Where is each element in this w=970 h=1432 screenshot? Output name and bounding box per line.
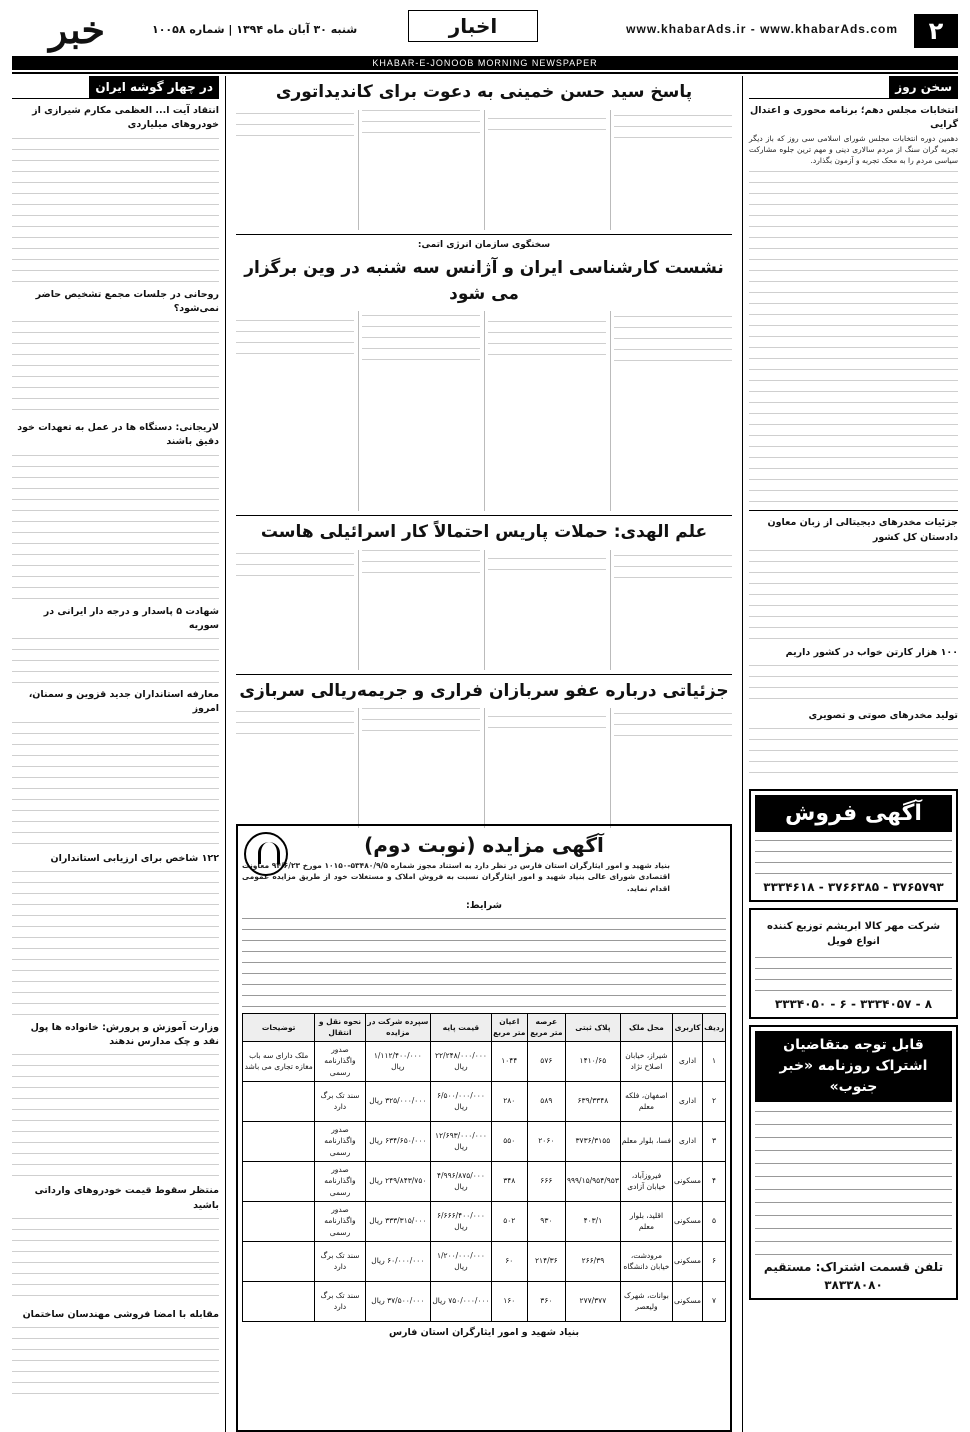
auction-cell: اداری [673,1041,703,1081]
foil-ad [749,908,958,1019]
story-audio-drugs-subhead: تولید مخدرهای صوتی و تصویری [808,710,958,721]
auction-cell: صدور واگذارنامه رسمی [315,1041,365,1081]
auction-cell: اداری [673,1081,703,1121]
auction-row [243,1281,726,1321]
story-homeless-body [749,660,958,704]
story-homeless-subhead: ۱۰۰ هزار کارتن خواب در کشور داریم [785,646,958,658]
auction-cell: اداری [673,1121,703,1161]
newspaper-logo: خبر [49,7,105,52]
auction-cell: ۶۰ [491,1241,527,1281]
website-url[interactable]: www.khabarAds.ir - www.khabarAds.com [626,22,898,36]
auction-col-header: محل ملک [620,1014,672,1042]
kicker-atomic: سخنگوی سازمان انرژی اتمی: [417,239,551,250]
auction-cell: ۳۳۳/۳۱۵/۰۰۰ ریال [365,1201,430,1241]
auction-cell: ۱ [703,1041,726,1081]
auction-cell: مرودشت، خیابان دانشگاه [620,1241,672,1281]
auction-cell: ۵۰۲ [491,1201,527,1241]
auction-cell: ۳۲۵/۰۰۰/۰۰۰ ریال [365,1081,430,1121]
auction-col-header: پلاک ثبتی [565,1014,620,1042]
foil-ad-phone: ۳۳۳۴۰۵۰ - ۶ - ۳۳۳۴۰۵۷ - ۸ [774,997,933,1012]
auction-col-header: نحوه نقل و انتقال [315,1014,365,1042]
around-iran-item-body [12,633,219,683]
auction-col-header: توضیحات [243,1014,315,1042]
around-iran-item-body [12,450,219,600]
auction-cell: ۵۸۹ [527,1081,565,1121]
auction-cell: مسکونی [673,1161,703,1201]
story-audio-drugs-body [749,723,958,783]
sale-ad-body [755,835,952,875]
around-iran-item-body [12,1322,219,1402]
around-iran-item-headline[interactable]: انتقاد آیت ا... العظمی مکارم شیرازی از خودروهای میلیاردی [32,105,219,131]
auction-cell: ۴۰۳/۱ [565,1201,620,1241]
around-iran-item-headline[interactable]: منتظر سقوط قیمت خودروهای وارداتی باشید [34,1185,219,1211]
auction-cell: ۲۰۶۰ [527,1121,565,1161]
auction-col-header: قیمت پایه [431,1014,492,1042]
sale-ad-title: آگهی فروش [755,795,952,832]
auction-cell: شیراز، خیابان اصلاح نژاد [620,1041,672,1081]
auction-cell: ۶ [703,1241,726,1281]
auction-cell: ۲۴۹/۸۴۳/۷۵۰ ریال [365,1161,430,1201]
editorial-body [749,166,958,506]
auction-row [243,1161,726,1201]
auction-cell: ۲۸۰ [491,1081,527,1121]
auction-cell: ۱/۲۰۰/۰۰۰/۰۰۰ ریال [431,1241,492,1281]
auction-col-header: عرصه متر مربع [527,1014,565,1042]
headline-khomeini[interactable]: پاسخ سید حسن خمینی به دعوت برای کاندیداتوری [275,82,693,102]
auction-cell: ۱۴۱۰/۶۵ [565,1041,620,1081]
auction-conditions [242,913,726,1009]
auction-cell: ۱۶۰ [491,1281,527,1321]
sale-ad-phone: ۳۳۳۴۶۱۸ - ۳۷۶۶۳۸۵ - ۳۷۶۵۷۹۳ [763,880,944,895]
auction-intro: بنیاد شهید و امور ایثارگران استان فارس در نظر دارد به استناد مجوز شماره ۵۳۴۸۰/۹/۵-۱۰۱۵۰ مورخ ۹۴/۶/۲۳ معاونت اقتصادی شورای عالی بنیاد شهید و امور ایثارگران نسبت به فروش املاک و مستغلات خود از طریق مزایده عمومی اقدام نماید. [242,861,670,893]
auction-cell: فیروزآباد، خیابان آزادی [620,1161,672,1201]
auction-cell [243,1201,315,1241]
auction-row [243,1041,726,1081]
auction-cell: ۱۲/۶۹۳/۰۰۰/۰۰۰ ریال [431,1121,492,1161]
around-iran-item-body [12,866,219,1016]
story-digital-drugs-headline[interactable]: جزئیات مخدرهای دیجیتالی از زبان معاون دادستان کل کشور [767,517,958,543]
auction-cell: ۶۰/۰۰۰/۰۰۰ ریال [365,1241,430,1281]
auction-cell [243,1281,315,1321]
article-iaea-body [236,311,732,511]
around-iran-item-body [12,1213,219,1303]
auction-footer: بنیاد شهید و امور ایثارگران استان فارس [388,1326,580,1338]
around-iran-item-headline[interactable]: ۱۲۲ شاخص برای ارزیابی استانداران [50,852,219,864]
auction-cell: ۳۴۸ [491,1161,527,1201]
auction-cell: ۶۳۹/۳۳۴۸ [565,1081,620,1121]
around-iran-header [12,76,219,99]
foil-ad-title: شرکت مهر کالا ابریشم توزیع کننده انواع فویل [766,921,941,948]
auction-cell [243,1081,315,1121]
auction-cell: اقلید، بلوار معلم [620,1201,672,1241]
auction-ad [236,824,732,1432]
left-column [12,76,226,1432]
headline-paris-attacks[interactable]: علم الهدی: حملات پاریس احتمالاً کار اسرائیلی هاست [260,522,708,542]
around-iran-item-headline[interactable]: شهادت ۵ پاسدار و درجه دار ایرانی در سوریه [43,605,219,631]
auction-cell: ۲ [703,1081,726,1121]
auction-cell: فسا، بلوار معلم [620,1121,672,1161]
editorial-lead: دهمین دوره انتخابات مجلس شورای اسلامی سی روز که باز دیگر تجربه گران سنگ از مردم سالاری دینی و مهم ترین جلوه مشارکت سیاسی مردم را به محک تجربه و آزمون بگذارد. [749,133,958,165]
around-iran-item-body [12,717,219,847]
auction-cell: مسکونی [673,1281,703,1321]
article-paris-body [236,550,732,670]
auction-cell: ۲۲/۲۴۸/۰۰۰/۰۰۰ ریال [431,1041,492,1081]
around-iran-item-headline[interactable]: وزارت آموزش و پرورش: خانواده ها پول نقد و چک مدارس ندهند [30,1021,219,1047]
auction-cell: ۳۷/۵۰۰/۰۰۰ ریال [365,1281,430,1321]
auction-cell: ۴ [703,1161,726,1201]
subscription-ad-body [755,1105,952,1255]
around-iran-item-body [12,1049,219,1179]
around-iran-item-headline[interactable]: لاریجانی: دستگاه ها در عمل به تعهدات خود دقیق باشند [17,422,219,448]
auction-cell: ۲۶۶/۳۹ [565,1241,620,1281]
auction-cell: ۳۶۰ [527,1281,565,1321]
headline-iaea-meeting[interactable]: نشست کارشناسی ایران و آژانس سه شنبه در وین برگزار می شود [244,258,724,304]
auction-cell: ۶/۵۰۰/۰۰۰/۰۰۰ ریال [431,1081,492,1121]
auction-cell: اصفهان، فلکه معلم [620,1081,672,1121]
auction-row [243,1201,726,1241]
issue-date: شنبه ۳۰ آبان ماه ۱۳۹۴ | شماره ۱۰۰۵۸ [152,23,358,36]
auction-cell: ۷۵۰/۰۰۰/۰۰۰ ریال [431,1281,492,1321]
auction-cell: ۳ [703,1121,726,1161]
auction-col-header: کاربری [673,1014,703,1042]
story-digital-drugs-body [749,545,958,641]
auction-row [243,1241,726,1281]
auction-cell: مسکونی [673,1201,703,1241]
auction-cell: ۳۷۳۶/۳۱۵۵ [565,1121,620,1161]
sale-ad [749,789,958,902]
subscription-ad [749,1025,958,1300]
auction-cell [243,1121,315,1161]
right-column [742,76,958,1432]
auction-col-header: اعیان متر مربع [491,1014,527,1042]
around-iran-list [12,104,219,1402]
auction-table [242,1013,726,1322]
masthead [12,8,958,74]
article-soldiers-body [236,708,732,828]
subscription-ad-title: قابل توجه متقاضیان اشتراک روزنامه «خبر جنوب» [755,1031,952,1102]
auction-conditions-title: شرایط: [465,899,503,911]
auction-cell: بوانات، شهرک ولیعصر [620,1281,672,1321]
section-title: اخبار [408,10,538,42]
auction-row [243,1081,726,1121]
auction-title: آگهی مزایده (نوبت دوم) [364,833,604,857]
masthead-strip: KHABAR-E-JONOOB MORNING NEWSPAPER [12,56,958,70]
auction-cell: ۲۱۴/۳۶ [527,1241,565,1281]
auction-row [243,1121,726,1161]
auction-col-header: سپرده شرکت در مزایده [365,1014,430,1042]
auction-cell: سند تک برگ دارد [315,1241,365,1281]
auction-cell: سند تک برگ دارد [315,1081,365,1121]
auction-cell: ۵۵۰ [491,1121,527,1161]
editorial-headline[interactable]: انتخابات مجلس دهم؛ برنامه محوری و اعتدال گرایی [749,105,958,131]
auction-cell: ۶۳۴/۶۵۰/۰۰۰ ریال [365,1121,430,1161]
auction-cell: ۱۰۴۴ [491,1041,527,1081]
headline-soldiers-pardon[interactable]: جزئیاتی درباره عفو سربازان فراری و جریمه‌ریالی سربازی [239,680,729,701]
editorial-header [749,76,958,99]
auction-cell: ملک دارای سه باب مغازه تجاری می باشد [243,1041,315,1081]
page-number: ۲ [914,14,958,48]
around-iran-item-headline[interactable]: روحانی در جلسات مجمع تشخیص حاضر نمی‌شود؟ [35,288,219,314]
auction-cell: صدور واگذارنامه رسمی [315,1121,365,1161]
auction-cell: ۹۹۹/۱۵/۹۵۴/۹۵۳ [565,1161,620,1201]
auction-cell: ۶/۶۶۶/۴۰۰/۰۰۰ ریال [431,1201,492,1241]
auction-cell: ۵۷۶ [527,1041,565,1081]
auction-cell [243,1241,315,1281]
around-iran-item-headline[interactable]: معارفه استانداران جدید قزوین و سمنان، امروز [28,689,219,715]
auction-cell: سند تک برگ دارد [315,1281,365,1321]
around-iran-item-body [12,133,219,283]
auction-col-header: ردیف [703,1014,726,1042]
around-iran-item-body [12,316,219,416]
auction-cell: ۷ [703,1281,726,1321]
middle-column [236,76,732,1432]
auction-cell: صدور واگذارنامه رسمی [315,1201,365,1241]
article-khomeini-body [236,110,732,230]
around-iran-item-headline[interactable]: مقابله با امضا فروشی مهندسان ساختمان [22,1308,219,1320]
foil-ad-body [755,952,952,992]
auction-cell: ۲۷۷/۳۷۷ [565,1281,620,1321]
subscription-ad-phone: تلفن قسمت اشتراک: مستقیم ۳۸۳۳۸۰۸۰ [763,1260,944,1293]
auction-cell: ۶۶۶ [527,1161,565,1201]
auction-cell: صدور واگذارنامه رسمی [315,1161,365,1201]
around-iran-title: در چهار گوشه ایران [89,76,219,98]
foundation-emblem-icon [244,832,288,876]
auction-cell: مسکونی [673,1241,703,1281]
auction-cell: ۵ [703,1201,726,1241]
auction-cell: ۴/۹۹۶/۸۷۵/۰۰۰ ریال [431,1161,492,1201]
auction-cell: ۹۳۰ [527,1201,565,1241]
editorial-box-title: سخن روز [889,76,958,98]
auction-cell: ۱/۱۱۲/۴۰۰/۰۰۰ ریال [365,1041,430,1081]
auction-cell [243,1161,315,1201]
